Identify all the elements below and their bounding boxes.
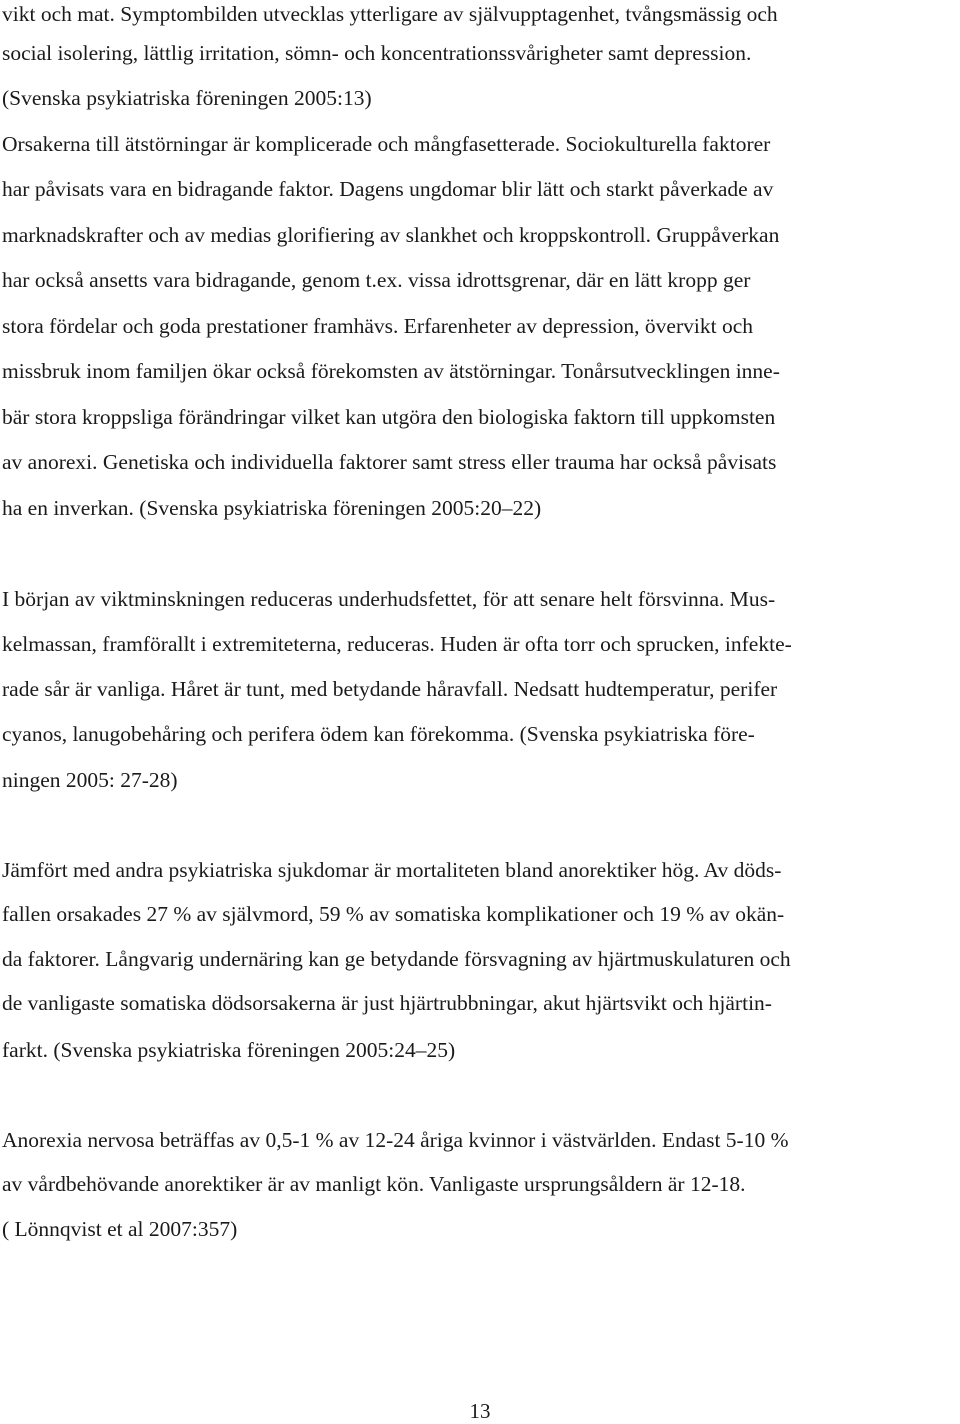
text-line: Orsakerna till ätstörningar är komplicerade och mångfasetterade. Sociokulturella faktorer	[2, 132, 771, 156]
text-line: missbruk inom familjen ökar också förekomsten av ätstörningar. Tonårsutvecklingen inne-	[2, 359, 780, 383]
text-line: har påvisats vara en bidragande faktor. Dagens ungdomar blir lätt och starkt påverkade av	[2, 177, 774, 201]
text-line: de vanligaste somatiska dödsorsakerna är just hjärtrubbningar, akut hjärtsvikt och hjärtin-	[2, 991, 772, 1015]
text-line: (Svenska psykiatriska föreningen 2005:13)	[2, 86, 372, 110]
text-line: fallen orsakades 27 % av självmord, 59 % av somatiska komplikationer och 19 % av okän-	[2, 902, 785, 926]
text-line: social isolering, lättlig irritation, sömn- och koncentrationssvårigheter samt depression.	[2, 41, 752, 65]
text-line: ha en inverkan. (Svenska psykiatriska föreningen 2005:20–22)	[2, 496, 542, 520]
text-line: I början av viktminskningen reduceras underhudsfettet, för att senare helt försvinna. Mus-	[2, 587, 776, 611]
text-line: ( Lönnqvist et al 2007:357)	[2, 1217, 238, 1241]
text-line: vikt och mat. Symptombilden utvecklas ytterligare av självupptagenhet, tvångsmässig och	[2, 2, 778, 26]
text-line: da faktorer. Långvarig undernäring kan ge betydande försvagning av hjärtmuskulaturen och	[2, 947, 791, 971]
text-line: Anorexia nervosa beträffas av 0,5-1 % av 12-24 åriga kvinnor i västvärlden. Endast 5-10 %	[2, 1128, 789, 1152]
text-line: av vårdbehövande anorektiker är av manligt kön. Vanligaste ursprungsåldern är 12-18.	[2, 1172, 746, 1196]
text-line: bär stora kroppsliga förändringar vilket kan utgöra den biologiska faktorn till uppkomsten	[2, 405, 776, 429]
text-line: har också ansetts vara bidragande, genom t.ex. vissa idrottsgrenar, där en lätt kropp ger	[2, 268, 751, 292]
text-line: Jämfört med andra psykiatriska sjukdomar är mortaliteten bland anorektiker hög. Av döds-	[2, 858, 782, 882]
page-number: 13	[469, 1399, 491, 1423]
text-line: farkt. (Svenska psykiatriska föreningen 2005:24–25)	[2, 1038, 456, 1062]
text-line: cyanos, lanugobehåring och perifera ödem kan förekomma. (Svenska psykiatriska före-	[2, 722, 755, 746]
text-line: stora fördelar och goda prestationer framhävs. Erfarenheter av depression, övervikt och	[2, 314, 753, 338]
text-line: kelmassan, framförallt i extremiteterna, reduceras. Huden är ofta torr och sprucken, infekte-	[2, 632, 792, 656]
text-line: marknadskrafter och av medias glorifiering av slankhet och kroppskontroll. Gruppåverkan	[2, 223, 780, 247]
text-line: ningen 2005: 27-28)	[2, 768, 178, 792]
text-line: rade sår är vanliga. Håret är tunt, med betydande håravfall. Nedsatt hudtemperatur, perifer	[2, 677, 778, 701]
text-line: av anorexi. Genetiska och individuella faktorer samt stress eller trauma har också påvisats	[2, 450, 777, 474]
